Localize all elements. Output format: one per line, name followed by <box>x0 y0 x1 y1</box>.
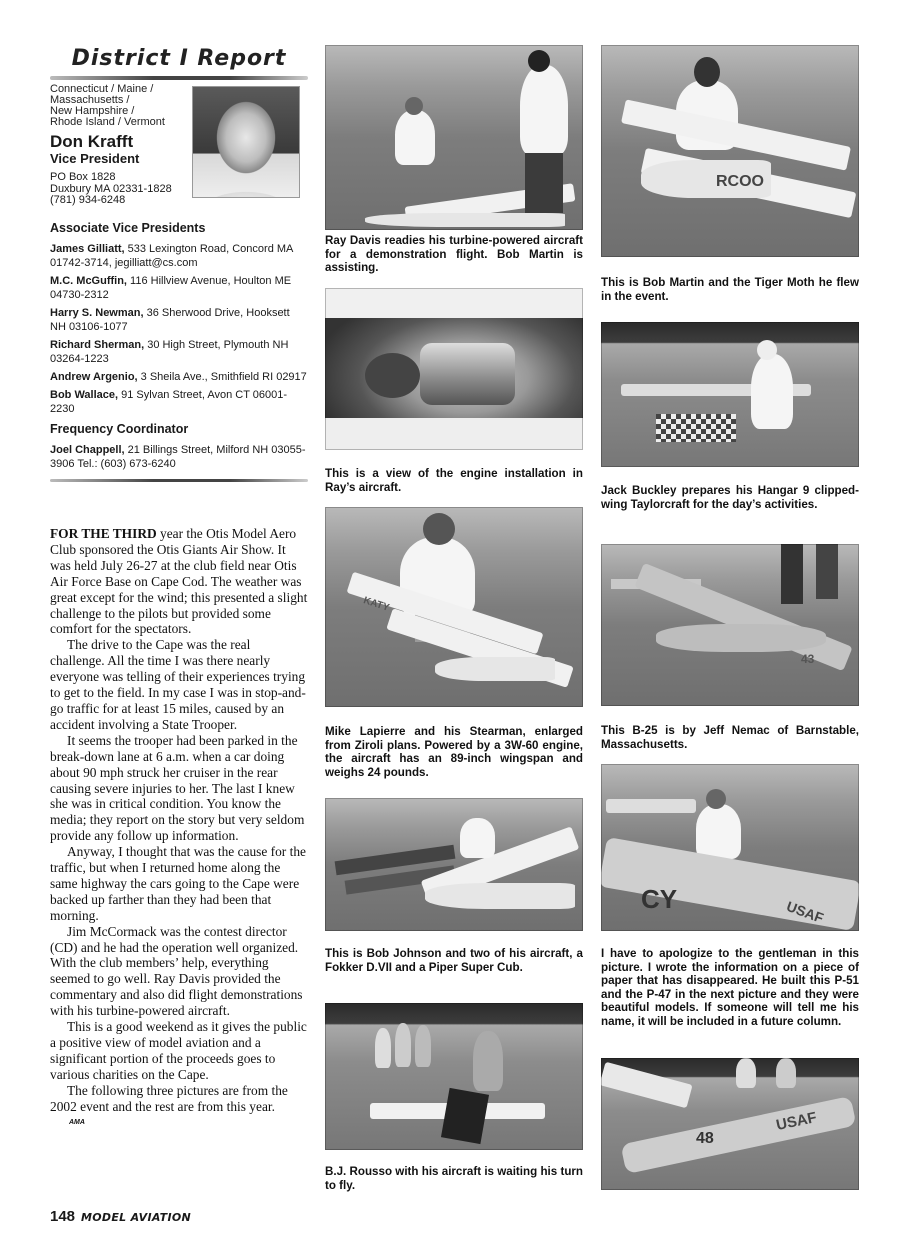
page-number: 148 <box>50 1208 76 1225</box>
photo-detail <box>473 1031 503 1091</box>
photo-detail <box>460 818 495 858</box>
caption-taylorcraft: Jack Buckley prepares his Hangar 9 clipped-wing Taylorcraft for the day’s activities. <box>601 484 859 511</box>
frequency-name: Joel Chappell, <box>50 444 125 456</box>
report-title: District I Report <box>71 46 287 71</box>
photo-marking: 48 <box>696 1130 714 1147</box>
photo-tiger-moth <box>601 45 859 257</box>
frequency-entry <box>50 443 308 471</box>
photo-detail <box>676 80 738 150</box>
frequency-list <box>50 443 308 471</box>
photo-detail <box>525 153 563 213</box>
article-paragraph <box>50 526 308 637</box>
frequency-detail: 21 Billings Street, Milford NH 03055-3906 Tel.: (603) 673-6240 <box>50 444 306 470</box>
photo-detail <box>757 340 777 360</box>
vp-role: Vice President <box>50 151 140 166</box>
associates-heading: Associate Vice Presidents <box>50 221 206 235</box>
photo-detail <box>421 826 580 903</box>
photo-detail <box>405 97 423 115</box>
associate-entry <box>50 242 308 270</box>
associate-detail: 91 Sylvan Street, Avon CT 06001-2230 <box>50 389 288 415</box>
article-paragraph: It seems the trooper had been parked in the break-down lane at 6 a.m. when a car doing about 90 mph struck her cruiser in the rear causing severe injuries to her. The last I knew she was in critical condition. You know the media; they report on the story but very seldom provide any follow up information. <box>50 732 305 844</box>
photo-detail <box>816 544 838 599</box>
photo-detail <box>435 657 555 681</box>
state-line: Connecticut / Maine / <box>50 83 154 95</box>
photo-detail <box>620 1096 856 1174</box>
article-lead: FOR THE THIRD <box>50 526 157 541</box>
photo-marking: CY <box>641 884 678 914</box>
photo-detail <box>375 1028 391 1068</box>
associate-name: M.C. McGuffin, <box>50 275 127 287</box>
article-text: year the Otis Model Aero Club sponsored the Otis Giants Air Show. It was held July 26-27 at the club field near Otis Air Force Base on Cape Cod. The weather was great except for the wind; this presented a slight challenge to the pilots but provided some comfort for the spectators. <box>50 526 308 637</box>
photo-detail <box>696 804 741 859</box>
associate-name: James Gilliatt, <box>50 243 125 255</box>
associate-detail: 533 Lexington Road, Concord MA 01742-3714, jegilliatt@cs.com <box>50 243 293 269</box>
photo-p51 <box>601 764 859 931</box>
photo-marking: KATY <box>361 595 391 614</box>
caption-p51-apology: I have to apologize to the gentleman in this picture. I wrote the information on a piece of paper that has disappeared. He built this P-51 and the P-47 in the next picture and they were beautiful models. If someone will tell me his name, it will be included in a future column. <box>601 947 859 1028</box>
photo-detail <box>405 183 576 224</box>
photo-detail <box>365 353 420 398</box>
associate-detail: 3 Sheila Ave., Smithfield RI 02917 <box>137 371 307 383</box>
photo-marking: USAF <box>784 897 826 927</box>
associate-name: Harry S. Newman, <box>50 307 144 319</box>
photo-marking: RCOO <box>716 173 764 190</box>
photo-detail <box>656 414 736 442</box>
photo-stearman <box>325 507 583 707</box>
photo-detail <box>621 384 811 396</box>
address-line: PO Box 1828 <box>50 171 116 183</box>
photo-detail <box>415 1025 431 1067</box>
photo-detail <box>395 110 435 165</box>
photo-detail <box>641 160 771 198</box>
photo-detail <box>781 544 803 604</box>
associate-entry <box>50 338 308 366</box>
state-line: Massachusetts / <box>50 94 130 106</box>
photo-detail <box>656 624 826 652</box>
associate-name: Andrew Argenio, <box>50 371 138 383</box>
caption-tiger-moth: This is Bob Martin and the Tiger Moth he flew in the event. <box>601 276 859 303</box>
address-line: (781) 934-6248 <box>50 194 126 206</box>
photo-ray-davis-turbine <box>325 45 583 230</box>
photo-detail <box>400 537 475 617</box>
photo-marking: 43 <box>801 652 815 666</box>
photo-detail <box>621 99 851 170</box>
associate-detail: 36 Sherwood Drive, Hooksett NH 03106-1077 <box>50 307 290 333</box>
photo-marking: USAF <box>774 1108 819 1135</box>
photo-engine-installation <box>325 288 583 450</box>
photo-detail <box>606 799 696 813</box>
associate-entry <box>50 306 308 334</box>
photo-detail <box>641 148 857 218</box>
photo-detail <box>441 1088 489 1144</box>
article-text: The following three pictures are from the 2002 event and the rest are from this year. <box>50 1082 288 1114</box>
photo-detail <box>365 213 565 227</box>
title-rule <box>50 76 308 80</box>
photo-p47 <box>601 1058 859 1190</box>
article-paragraph: Jim McCormack was the contest director (CD) and he had the operation well organized. With the club members’ help, everything seemed to go well. Ray Davis provided the commentary and also did flight demonstrations with his turbine-powered aircraft. <box>50 923 303 1019</box>
state-line: Rhode Island / Vermont <box>50 116 165 128</box>
photo-detail <box>425 883 575 909</box>
ama-end-mark-logo: AMA <box>69 1118 85 1126</box>
vp-name: Don Krafft <box>50 132 134 151</box>
photo-detail <box>694 57 720 87</box>
officer-block <box>50 84 308 209</box>
caption-stearman: Mike Lapierre and his Stearman, enlarged from Ziroli plans. Powered by a 3W-60 engine, the aircraft has an 89-inch wingspan and weighs 24 pounds. <box>325 725 583 779</box>
district-header <box>50 42 308 482</box>
article-body <box>50 526 308 1130</box>
photo-detail <box>736 1058 756 1088</box>
address-line: Duxbury MA 02331-1828 <box>50 182 172 195</box>
photo-b25 <box>601 544 859 706</box>
photo-detail <box>423 513 455 545</box>
photo-detail <box>335 845 456 876</box>
photo-detail <box>751 354 793 429</box>
state-line: New Hampshire / <box>50 105 135 117</box>
article-paragraph: The drive to the Cape was the real challenge. All the time I was there nearly everyone was telling of their experiences trying to get to the field. In my case I was in stop-and-go traffic for at least 15 miles, caused by an accident involving a State Trooper. <box>50 637 306 732</box>
frequency-heading: Frequency Coordinator <box>50 422 189 436</box>
magazine-name: MODEL AVIATION <box>81 1211 191 1224</box>
photo-detail <box>528 50 550 72</box>
associates-list <box>50 242 308 416</box>
photo-detail <box>386 608 573 688</box>
associate-entry <box>50 274 308 302</box>
associate-detail: 116 Hillview Avenue, Houlton ME 04730-2312 <box>50 275 292 301</box>
article-paragraph <box>50 1083 308 1131</box>
photo-detail <box>345 865 456 894</box>
photo-detail <box>415 612 470 642</box>
caption-fokker-cub: This is Bob Johnson and two of his aircraft, a Fokker D.VII and a Piper Super Cub. <box>325 947 583 974</box>
photo-detail <box>370 1103 545 1119</box>
associate-name: Bob Wallace, <box>50 389 119 401</box>
photo-detail <box>325 288 583 318</box>
photo-detail <box>601 1062 693 1108</box>
associate-entry <box>50 388 308 416</box>
header-bottom-rule <box>50 479 308 482</box>
photo-detail <box>776 1058 796 1088</box>
article-paragraph: Anyway, I thought that was the cause for the traffic, but when I returned home along the same highway the cars going to the Cape were backed up farther than they had been that morning. <box>50 844 306 923</box>
photo-detail <box>520 65 568 155</box>
photo-detail <box>420 343 515 405</box>
photo-taylorcraft <box>601 322 859 467</box>
vp-portrait-photo <box>192 86 300 198</box>
states-list <box>50 84 200 128</box>
photo-detail <box>601 837 859 931</box>
associate-name: Richard Sherman, <box>50 339 145 351</box>
photo-detail <box>395 1023 411 1067</box>
photo-detail <box>611 579 701 589</box>
photo-detail <box>706 789 726 809</box>
caption-bj-rousso: B.J. Rousso with his aircraft is waiting his turn to fly. <box>325 1165 583 1192</box>
photo-bj-rousso <box>325 1003 583 1150</box>
caption-engine-installation: This is a view of the engine installation in Ray’s aircraft. <box>325 467 583 494</box>
photo-detail <box>634 563 852 671</box>
caption-b25: This B-25 is by Jeff Nemac of Barnstable, Massachusetts. <box>601 724 859 751</box>
photo-fokker-cub <box>325 798 583 931</box>
associate-entry <box>50 370 308 384</box>
photo-detail <box>325 418 583 450</box>
associate-detail: 30 High Street, Plymouth NH 03264-1223 <box>50 339 289 365</box>
page-footer <box>50 1208 191 1225</box>
photo-detail <box>346 572 543 655</box>
caption-ray-davis: Ray Davis readies his turbine-powered aircraft for a demonstration flight. Bob Martin is assisting. <box>325 234 583 275</box>
article-paragraph: This is a good weekend as it gives the public a positive view of model aviation and a significant portion of the proceeds goes to various charities on the Cape. <box>50 1019 307 1082</box>
